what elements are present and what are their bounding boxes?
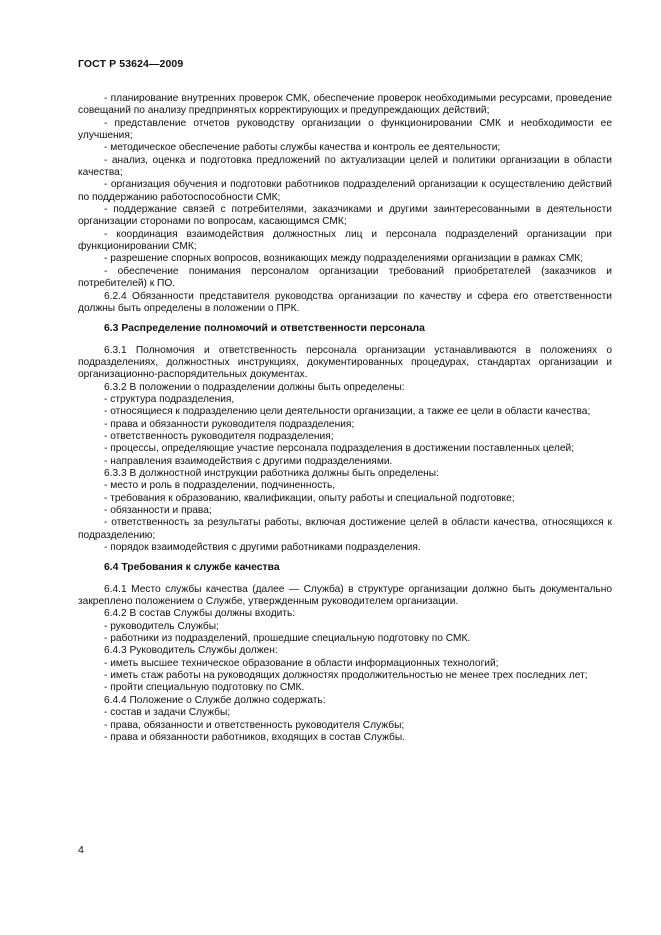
paragraph: - представление отчетов руководству организации о функционировании СМК и необходимости ее улучшения; [78, 117, 612, 142]
paragraph: - обеспечение понимания персоналом организации требований приобретателей (заказчиков и потребителей) к ПО. [78, 265, 612, 290]
page-number: 4 [78, 844, 84, 856]
paragraph: - работники из подразделений, прошедшие специальную подготовку по СМК. [104, 633, 471, 645]
paragraph: - требования к образованию, квалификации, опыту работы и специальной подготовке; [104, 492, 515, 504]
paragraph: 6.4.4 Положение о Службе должно содержать: [104, 694, 326, 706]
paragraph: 6.3.1 Полномочия и ответственность персонала организации устанавливаются в положениях о подразделениях, должностных инструкциях, документированных процедурах, стандартах организации и организационно-распорядительных документах. [78, 344, 612, 381]
paragraph: - пройти специальную подготовку по СМК. [104, 682, 305, 694]
paragraph: 6.4.2 В состав Службы должны входить: [104, 608, 296, 620]
paragraph: - анализ, оценка и подготовка предложений по актуализации целей и политики организации в области качества; [78, 154, 612, 179]
paragraph: - относящиеся к подразделению цели деятельности организации, а также ее цели в области качества; [104, 406, 591, 418]
paragraph: 6.4.3 Руководитель Службы должен: [104, 645, 278, 657]
paragraph: - ответственность руководителя подразделения; [104, 430, 334, 442]
paragraph: - процессы, определяющие участие персонала подразделения в достижении поставленных целей; [104, 443, 575, 455]
paragraph: - руководитель Службы; [104, 620, 219, 632]
paragraph: - поддержание связей с потребителями, заказчиками и другими заинтересованными в деятельности организации сторонами по вопросам, касающимся СМК; [78, 204, 612, 228]
paragraph: - порядок взаимодействия с другими работниками подразделения. [104, 542, 421, 554]
paragraph: 6.3.3 В должностной инструкции работника должны быть определены: [104, 467, 439, 479]
paragraph: - методическое обеспечение работы службы качества и контроль ее деятельности; [104, 142, 501, 154]
paragraph: - права, обязанности и ответственность руководителя Службы; [104, 719, 405, 731]
paragraph: - состав и задачи Службы; [104, 707, 231, 719]
paragraph: 6.3.2 В положении о подразделении должны быть определены: [104, 381, 405, 393]
standard-code-header: ГОСТ Р 53624—2009 [78, 58, 184, 70]
paragraph: 6.4.1 Место службы качества (далее — Служба) в структуре организации должно быть документально закреплено положением о Службе, утвержденным руководителем организации. [78, 583, 612, 608]
paragraph: - организация обучения и подготовки работников подразделений организации к осуществлению действий по поддержанию работоспособности СМК; [78, 179, 612, 203]
paragraph: - права и обязанности работников, входящих в состав Службы. [104, 731, 406, 743]
section-heading-6-3: 6.3 Распределение полномочий и ответственности персонала [104, 323, 425, 335]
paragraph: - обязанности и права; [104, 505, 212, 516]
paragraph: - структура подразделения, [104, 393, 235, 405]
section-heading-6-4: 6.4 Требования к службе качества [104, 562, 280, 574]
paragraph: - права и обязанности руководителя подразделения; [104, 418, 355, 430]
paragraph: - иметь высшее техническое образование в области информационных технологий; [104, 657, 499, 669]
document-body [78, 93, 612, 744]
paragraph: - ответственность за результаты работы, включая достижение целей в области качества, относящихся к подразделению; [78, 517, 612, 541]
paragraph: - координация взаимодействия должностных лиц и персонала подразделений организации при функционировании СМК; [78, 228, 612, 253]
paragraph: - разрешение спорных вопросов, возникающих между подразделениями организации в рамках СМК; [104, 253, 584, 265]
paragraph: - планирование внутренних проверок СМК, обеспечение проверок необходимыми ресурсами, проведение совещаний по анализу предпринятых корректирующих и предупреждающих действий; [78, 93, 612, 117]
paragraph: 6.2.4 Обязанности представителя руководства организации по качеству и сфера его ответственности должны быть определены в положении о ПРК. [78, 290, 612, 314]
paragraph: - иметь стаж работы на руководящих должностях продолжительностью не менее трех последних лет; [104, 670, 588, 682]
paragraph: - направления взаимодействия с другими подразделениями. [104, 455, 393, 467]
paragraph: - место и роль в подразделении, подчиненность, [104, 480, 336, 492]
